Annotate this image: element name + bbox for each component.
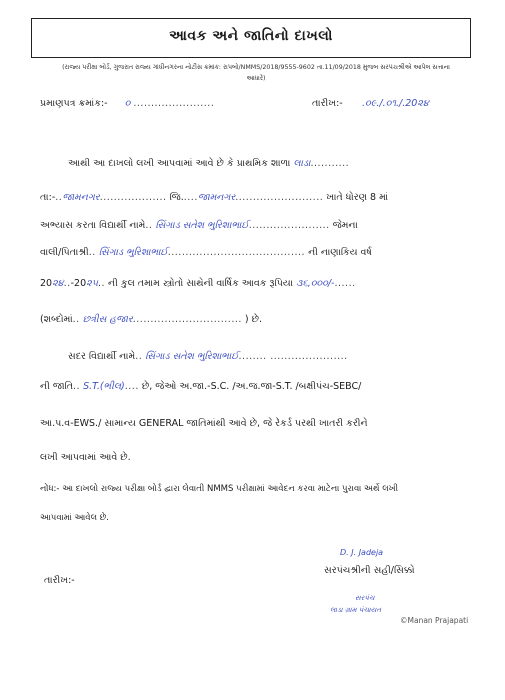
- para2-line3: [40, 418, 470, 429]
- date-label: તારીખ:-: [312, 98, 343, 109]
- year-from: ૨૪: [52, 278, 64, 289]
- taluka-value: જામનગર: [62, 192, 100, 203]
- words-value: છત્રીસ હજાર: [82, 314, 133, 325]
- para2-line1: સદર વિદ્યાર્થી નામે.. સિંગાડ સતેશ ભુરિશાભાઈ........ ......................: [68, 351, 348, 362]
- caste-label: ની જાતિ: [40, 381, 74, 392]
- caste-text: છે, જેઓ અ.જા.-S.C. /અ.જ.જા-S.T. /બક્ષીપંચ-SEBC/: [141, 381, 362, 392]
- student-name: સિંગાડ સતેશ ભુરિશાભાઈ: [155, 220, 249, 231]
- words-close: ) છે.: [244, 314, 263, 325]
- para1-line6: (શબ્દોમાં.. છત્રીસ હજાર............................... ) છે.: [40, 314, 263, 325]
- stamp-line2: લાડા ગ્રામ પંચાયત: [330, 606, 382, 614]
- page-title: આવક અને જાતિનો દાખલો: [169, 28, 333, 44]
- income-value: ૩૬,૦૦૦/-: [296, 278, 335, 289]
- para1-line4: વાલી/પિતાશ્રી.. સિંગાડ ભુરિશાભાઈ....................................... ની નાણાકિય વર્ષ: [40, 247, 372, 258]
- note-line2: આપવામાં આવેલ છે.: [40, 513, 110, 523]
- cert-number-value: ૦: [124, 98, 131, 109]
- stamp-line1: સરપંચ: [355, 594, 375, 602]
- para2-line4: [40, 452, 470, 463]
- guardian-name: સિંગાડ ભુરિશાભાઈ: [98, 247, 168, 258]
- cert-number-row: પ્રમાણપત્ર ક્રમાંક:- ૦ ....................... તારીખ:- .૦૯./.૦૧./.20૨૪: [40, 98, 429, 109]
- copyright-text: ©Manan Prajapati: [400, 616, 469, 625]
- year-prefix: 20: [40, 278, 53, 289]
- caste-text3: લખી આપવામાં આવે છે.: [40, 452, 131, 463]
- district-label: જિ.: [169, 192, 184, 203]
- para2-name: સિંગાડ સતેશ ભુરિશાભાઈ: [145, 351, 239, 362]
- para1-line1: આથી આ દાખલો લખી આપવામાં આવે છે કે પ્રાથમિક શાળા લાડા...........: [68, 158, 350, 169]
- guardian-label: વાલી/પિતાશ્રી: [40, 247, 89, 258]
- para1-text: આથી આ દાખલો લખી આપવામાં આવે છે કે પ્રાથમિક શાળા: [68, 158, 291, 169]
- note-line1: નોંધ:- આ દાખલો રાજ્ય પરીક્ષા બોર્ડ દ્વારા લેવાતી NMMS પરીક્ષામાં આવેદન કરવા માટેના પુરાવા અર્થે લખી: [40, 484, 399, 494]
- caste-value: S.T.(ભીલ): [83, 381, 125, 392]
- handwritten-signature: D. J. Jadeja: [340, 548, 384, 557]
- para1-line5: 20૨૪..-20૨૫.. ની કુલ તમામ સ્ત્રોતો સાથેની વાર્ષિક આવક રૂપિયા ૩૬,૦૦૦/-......: [40, 278, 356, 289]
- date-value: .૦૯./.૦૧./.20૨૪: [362, 98, 429, 109]
- std-text: ખાતે ધોરણ 8 માં: [326, 192, 389, 203]
- para2-line2: ની જાતિ.. S.T.(ભીલ).... છે, જેઓ અ.જા.-S.C. /અ.જ.જા-S.T. /બક્ષીપંચ-SEBC/: [40, 381, 362, 392]
- para1-line2: તા:-..જામનગર................... જિ.....જામનગર......................... ખાતે ધોરણ 8 માં: [40, 192, 389, 203]
- jemna-text: જેમના: [332, 220, 358, 231]
- income-text: ની કુલ તમામ સ્ત્રોતો સાથેની વાર્ષિક આવક રૂપિયા: [108, 278, 294, 289]
- year-to: ૨૫: [86, 278, 98, 289]
- words-label: (શબ્દોમાં: [40, 314, 73, 325]
- income-suffix: ની નાણાકિય વર્ષ: [308, 247, 372, 258]
- subtitle-notice: (રાજ્ય પરીક્ષા બોર્ડ, ગુજરાત રાજ્ય ગાંધીનગરના નોટીસ ક્રમાંક: રાપબો/NMMS/2018/9555-9602 તા.11/09/2018 મુજબ સરપંચશ્રીએ આપેલ સત્તાના આધારે): [62, 64, 450, 82]
- caste-text2: આ.પ.વ-EWS./ સામાન્ય GENERAL જાતિમાંથી આવે છે, જે રેકર્ડ પરથી ખાતરી કરીને: [40, 418, 368, 429]
- cert-number-label: પ્રમાણપત્ર ક્રમાંક:-: [40, 98, 108, 109]
- district-value: જામનગર: [197, 192, 236, 203]
- para2-label: સદર વિદ્યાર્થી નામે: [68, 351, 136, 362]
- school-value: લાડા: [293, 158, 311, 169]
- year-mid: -20: [70, 278, 87, 289]
- bottom-date-label: તારીખ:-: [44, 575, 75, 586]
- student-label: અભ્યાસ કરતા વિદ્યાર્થી નામે: [40, 220, 146, 231]
- para1-line3: અભ્યાસ કરતા વિદ્યાર્થી નામે.. સિંગાડ સતેશ ભુરિશાભાઈ....................... જેમના: [40, 220, 358, 231]
- signatory-label: સરપંચશ્રીની સહી/સિક્કો: [324, 565, 415, 576]
- taluka-label: તા:-: [40, 192, 56, 203]
